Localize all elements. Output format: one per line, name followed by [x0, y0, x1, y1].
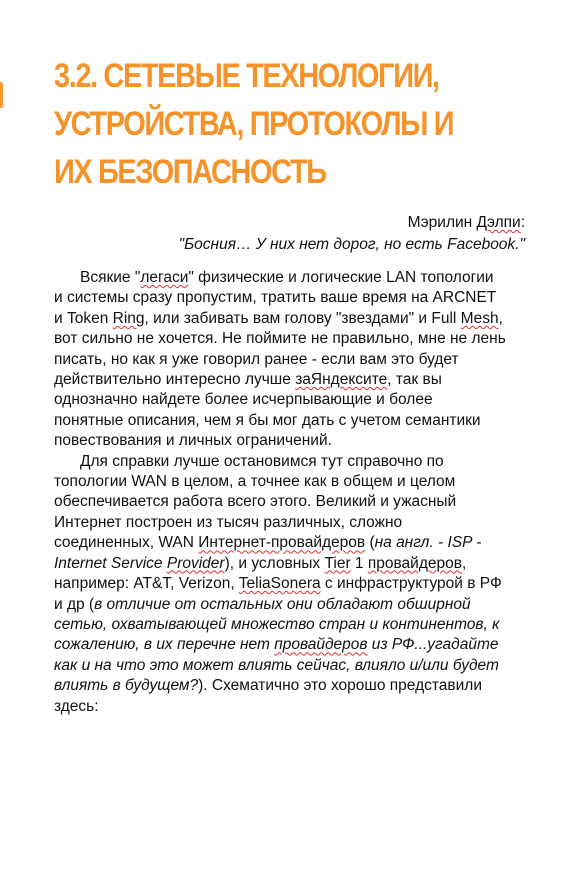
- p2-text: 1: [350, 554, 368, 572]
- section-title: 3.2. СЕТЕВЫЕ ТЕХНОЛОГИИ, УСТРОЙСТВА, ПРОТОКОЛЫ И ИХ БЕЗОПАСНОСТЬ: [54, 57, 454, 191]
- paragraph-1: [54, 268, 506, 452]
- spell-flag-word: Интернет-провайдеров: [198, 534, 366, 552]
- p2-italic-text: из РФ...угадайте как и на что это может влиять сейчас, влияло и/или будет влиять в будущем?: [54, 636, 499, 695]
- body-text: [54, 268, 506, 717]
- author-first-name: Мэрилин: [407, 214, 477, 231]
- paragraph-2: [54, 452, 506, 717]
- p1-text: , или забивать вам голову "звездами" и Full: [144, 309, 461, 327]
- spell-flag-word: Tier: [324, 554, 351, 572]
- author-last-name: Дэлпи: [476, 214, 521, 231]
- epigraph-quote: "Босния… У них нет дорог, но есть Facebook.": [178, 236, 525, 253]
- spell-flag-word: провайдеров: [367, 554, 462, 572]
- spell-flag-word: заЯндексите: [295, 371, 388, 389]
- p2-text: Для справки лучше остановимся тут справочно по топологии WAN в целом, а точнее как в общем и целом обеспечивается работа всего этого. Великий и ужасный Интернет построен из тысяч различных, сложно соединенных, WAN: [54, 452, 457, 552]
- spell-flag-word: Provider: [166, 554, 225, 572]
- p1-text: " физические и логические LAN топологии и системы сразу пропустим, тратить ваше время на ARCNET и Token: [54, 269, 496, 327]
- epigraph-author: [179, 212, 525, 234]
- spell-flag-word: легаси: [140, 269, 189, 286]
- spell-flag-word: Mesh: [460, 309, 499, 327]
- p2-text: (: [365, 534, 375, 552]
- p2-text: ). Схематично это хорошо представили здесь:: [54, 677, 483, 715]
- spell-flag-word: провайдеров: [274, 636, 368, 654]
- p1-text: , вот сильно не хочется. Не поймите не правильно, мне не лень писать, но как я уже говорил ранее - если вам это будет действительно интересно лучше: [54, 309, 506, 389]
- p1-text: , так вы однозначно найдете более исчерпывающие и более понятные описания, чем я бы мог дать с учетом семантики повествования и личных ограничений.: [54, 371, 481, 450]
- p2-text: ), и условных: [224, 554, 325, 572]
- spell-flag-word: TeliaSonera: [238, 575, 321, 593]
- p2-italic-text: на англ. - ISP - Internet Service: [54, 534, 482, 572]
- spell-flag-word: Ring: [112, 309, 145, 327]
- epigraph: [179, 212, 525, 256]
- p2-italic-text: в отличие от остальных они обладают обширной сетью, охватывающей множество стран и континентов, к сожалению, в их перечне нет: [54, 595, 500, 654]
- page-edge-marker: [0, 82, 3, 108]
- p1-text: Всякие ": [80, 269, 141, 286]
- author-colon: :: [520, 214, 525, 231]
- p2-text: с инфраструктурой в РФ и др (: [54, 575, 502, 613]
- p2-text: , например: AT&T, Verizon,: [54, 554, 467, 593]
